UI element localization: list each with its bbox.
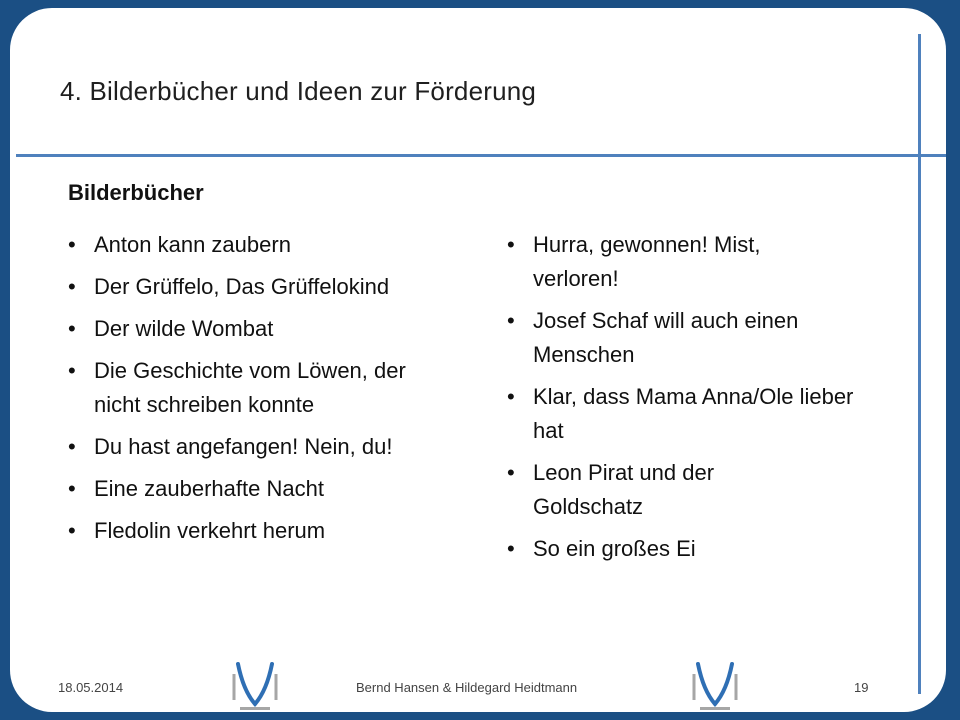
footer-date: 18.05.2014 [58, 680, 124, 695]
list-item [68, 270, 478, 304]
book-title: Klar, dass Mama Anna/Ole lieber hat [533, 384, 854, 443]
book-title: So ein großes Ei [533, 536, 696, 561]
bullet-icon: • [68, 274, 76, 299]
list-item [507, 456, 813, 524]
bullet-icon: • [507, 384, 515, 409]
list-item [68, 514, 478, 548]
book-title: Hurra, gewonnen! Mist, verloren! [533, 232, 761, 291]
list-item [68, 312, 478, 346]
list-item [68, 430, 424, 464]
list-item [507, 380, 873, 448]
book-title: Leon Pirat und der Goldschatz [533, 460, 715, 519]
university-logo-icon [232, 658, 278, 712]
horizontal-accent-line [16, 154, 946, 157]
footer-author: Bernd Hansen & Hildegard Heidtmann [356, 680, 578, 695]
book-title: Anton kann zaubern [94, 232, 291, 257]
bullet-icon: • [68, 232, 76, 257]
slide-title: 4. Bilderbücher und Ideen zur Förderung [60, 76, 537, 106]
slide [10, 8, 946, 712]
bullet-icon: • [507, 460, 515, 485]
footer-page-number: 19 [854, 680, 869, 695]
bullet-icon: • [68, 518, 76, 543]
university-logo-icon [692, 658, 738, 712]
bullet-icon: • [68, 316, 76, 341]
bullet-icon: • [68, 434, 76, 459]
list-item [507, 228, 833, 296]
bullet-icon: • [68, 358, 76, 383]
list-item [507, 532, 867, 566]
bullet-icon: • [68, 476, 76, 501]
list-item [68, 228, 478, 262]
list-item [68, 354, 434, 422]
bullet-icon: • [507, 308, 515, 333]
list-item [68, 472, 478, 506]
right-book-list [507, 228, 867, 574]
vertical-accent-line [918, 34, 921, 694]
book-title: Eine zauberhafte Nacht [94, 476, 324, 501]
list-item [507, 304, 867, 372]
book-title: Du hast angefangen! Nein, du! [94, 434, 393, 459]
book-title: Der Grüffelo, Das Grüffelokind [94, 274, 390, 299]
bullet-icon: • [507, 232, 515, 257]
section-heading: Bilderbücher [68, 180, 204, 205]
book-title: Die Geschichte vom Löwen, der nicht schreiben konnte [94, 358, 406, 417]
left-book-list [68, 228, 478, 556]
book-title: Fledolin verkehrt herum [94, 518, 326, 543]
book-title: Josef Schaf will auch einen Menschen [533, 308, 799, 367]
book-title: Der wilde Wombat [94, 316, 274, 341]
bullet-icon: • [507, 536, 515, 561]
